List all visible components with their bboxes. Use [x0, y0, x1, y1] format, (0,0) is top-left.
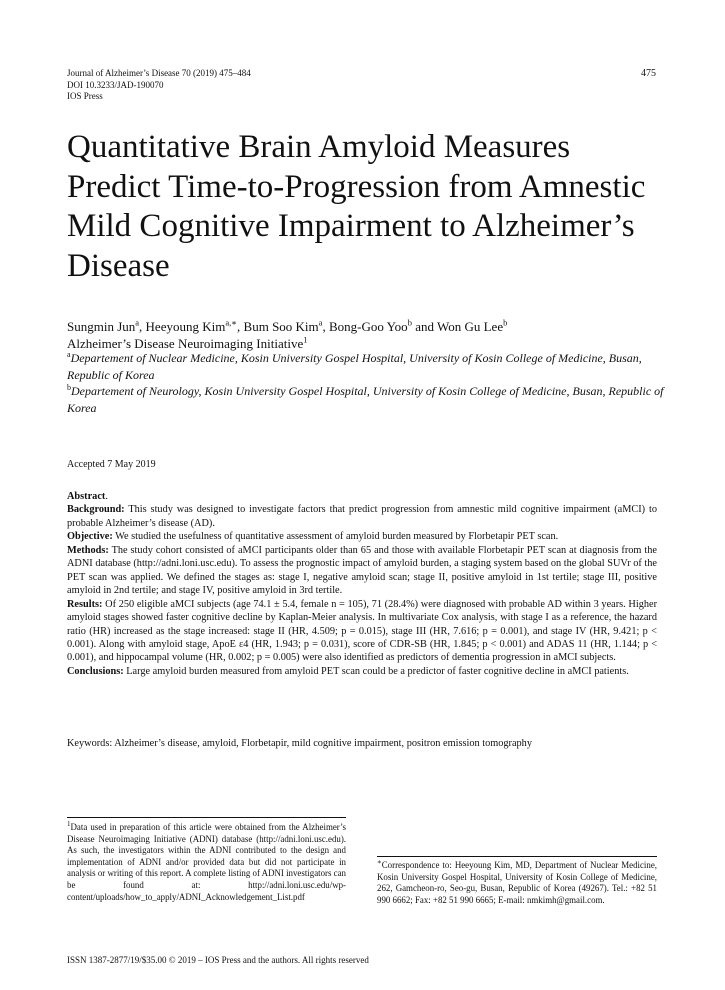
abstract-background — [67, 503, 657, 530]
section-text: We studied the usefulness of quantitative assessment of amyloid burden measured by Florbetapir PET scan. — [115, 531, 559, 543]
author-name: Sungmin Jun — [67, 319, 136, 334]
affiliation-mark: b — [67, 383, 71, 392]
page-number: 475 — [641, 68, 656, 79]
section-label: Objective: — [67, 531, 113, 543]
affiliation-a — [67, 350, 667, 383]
footnote-divider — [377, 856, 657, 857]
journal-header — [67, 68, 251, 103]
issn-copyright: ISSN 1387-2877/19/$35.00 © 2019 – IOS Press and the authors. All rights reserved — [67, 955, 369, 965]
abstract-methods — [67, 544, 657, 598]
affiliation-mark: a — [67, 350, 71, 359]
author-affiliation-mark: b — [407, 317, 412, 328]
keywords: Keywords: Alzheimer’s disease, amyloid, Florbetapir, mild cognitive impairment, positron emission tomography — [67, 738, 532, 749]
accepted-date: Accepted 7 May 2019 — [67, 459, 156, 470]
section-text: The study cohort consisted of aMCI participants older than 65 and those with available Florbetapir PET scan at diagnosis from the ADNI database (http://adni.loni.usc.edu). To assess the prognostic impact of amyloid burden, a staging system based on the global SUVr of the PET scan was applied. We defined the stages as: stage I, negative amyloid scan; stage II, positive amyloid in 1st tertile; stage III, positive amyloid in 2nd tertile; and stage IV, positive amyloid in 3rd tertile. — [67, 544, 657, 597]
author-conjunction: and — [415, 319, 434, 334]
section-label: Results: — [67, 598, 103, 610]
section-text: Large amyloid burden measured from amyloid PET scan could be a predictor of faster cognitive decline in aMCI patients. — [126, 665, 629, 677]
section-label: Conclusions: — [67, 665, 124, 677]
journal-citation: Journal of Alzheimer’s Disease 70 (2019) 475–484 — [67, 68, 251, 78]
author-list: Sungmin Jun$^a$, Heeyoung Kim$^{a,∗}$, Bum Soo Kim$^a$, Bong-Goo Yoo$^b$ and Won Gu Lee$^b$ Alzheimer’s Disease Neuroimaging Initiative$^1$ — [67, 317, 508, 351]
author-affiliation-mark: a — [135, 317, 140, 328]
author-name: Bong-Goo Yoo — [328, 319, 408, 334]
affiliation-text: Departement of Nuclear Medicine, Kosin University Gospel Hospital, University of Kosin College of Medicine, Busan, Republic of Korea — [67, 351, 642, 382]
footnote-text: Data used in preparation of this article were obtained from the Alzheimer’s Disease Neuroimaging Initiative (ADNI) database (http://adni.loni.usc.edu). As such, the investigators within the ADNI contributed to the design and implementation of ADNI and/or provided data but did not participate in analysis or writing of this report. A complete listing of ADNI investigators can be found at: http://adni.loni.usc.edu/wp-content/uploads/how_to_apply/ADNI_Acknowledgement_List.pdf — [67, 822, 346, 902]
abstract: Abstract. Background: This study was designed to investigate factors that predict progression from amnestic mild cognitive impairment (aMCI) to probable Alzheimer’s disease (AD). Objective: We studied the usefulness of quantitative assessment of amyloid burden measured by Florbetapir PET scan. Methods: The study cohort consisted of aMCI participants older than 65 and those with available Florbetapir PET scan at diagnosis from the ADNI database (http://adni.loni.usc.edu). To assess the prognostic impact of amyloid burden, a staging system based on the global SUVr of the PET scan was applied. We defined the stages as: stage I, negative amyloid scan; stage II, positive amyloid in 1st tertile; stage III, positive amyloid in 2nd tertile; and stage IV, positive amyloid in 3rd tertile. Results: Of 250 eligible aMCI subjects (age 74.1 ± 5.4, female n = 105), 71 (28.4%) were diagnosed with probable AD within 3 years. Higher amyloid stages showed faster cognitive decline by Kaplan-Meier analysis. In multivariate Cox analysis, with stage I as a reference, the hazard ratio (HR) increased as the stage increased: stage II (HR, 4.509; p = 0.015), stage III (HR, 7.616; p = 0.001), and stage IV (HR, 9.421; p < 0.001). Along with amyloid stage, ApoE ε4 (HR, 1.943; p = 0.031), score of CDR-SB (HR, 1.845; p < 0.001) and ADAS 11 (HR, 1.144; p < 0.001), and hippocampal volume (HR, 0.002; p = 0.005) were also identified as predictors of dementia progression in aMCI subjects. Conclusions: Large amyloid burden measured from amyloid PET scan could be a predictor of faster cognitive decline in aMCI patients. — [67, 491, 658, 677]
author-name: Won Gu Lee — [436, 319, 504, 334]
affiliation-text: Departement of Neurology, Kosin University Gospel Hospital, University of Kosin College of Medicine, Busan, Republic of Korea — [67, 384, 664, 415]
abstract-conclusions — [67, 665, 657, 678]
doi[interactable]: DOI 10.3233/JAD-190070 — [67, 79, 164, 90]
correspondence-footnote — [377, 860, 657, 906]
data-footnote — [67, 822, 346, 903]
footnote-divider — [67, 817, 346, 818]
section-text: Of 250 eligible aMCI subjects (age 74.1 ± 5.4, female n = 105), 71 (28.4%) were diagnosed with probable AD within 3 years. Higher amyloid stages showed faster cognitive decline by Kaplan-Meier analysis. In multivariate Cox analysis, with stage I as a reference, the hazard ratio (HR) increased as the stage increased: stage II (HR, 4.509; p = 0.015), stage III (HR, 7.616; p = 0.001), and stage IV (HR, 9.421; p < 0.001). Along with amyloid stage, ApoE ε4 (HR, 1.943; p = 0.031), score of CDR-SB (HR, 1.845; p < 0.001) and ADAS 11 (HR, 1.144; p < 0.001), and hippocampal volume (HR, 0.002; p = 0.005) were also identified as predictors of dementia progression in aMCI subjects. — [67, 598, 657, 664]
abstract-results — [67, 598, 657, 665]
author-name: Bum Soo Kim — [243, 319, 319, 334]
footnote-mark: ∗ — [377, 858, 382, 867]
author-name: Heeyoung Kim — [145, 319, 226, 334]
section-label: Background: — [67, 504, 125, 516]
abstract-heading: Abstract — [67, 491, 106, 502]
author-affiliation-mark: a — [318, 317, 323, 328]
publisher: IOS Press — [67, 91, 103, 101]
author-affiliation-mark: b — [503, 317, 508, 328]
footnote-text: Correspondence to: Heeyoung Kim, MD, Department of Nuclear Medicine, Kosin University Gospel Hospital, University of Kosin College of Medicine, 262, Gamcheon-ro, Seo-gu, Busan, Republic of Korea (49267). Tel.: +82 51 990 6662; Fax: +82 51 990 6665; E-mail: nmkimh@gmail.com. — [377, 860, 657, 905]
author-group: Alzheimer’s Disease Neuroimaging Initiative — [67, 336, 304, 351]
section-text: This study was designed to investigate factors that predict progression from amnestic mild cognitive impairment (aMCI) to probable Alzheimer’s disease (AD). — [67, 504, 658, 529]
affiliation-b — [67, 383, 667, 416]
section-label: Methods: — [67, 544, 109, 556]
affiliations — [67, 350, 667, 416]
footnote-mark: 1 — [67, 820, 71, 829]
author-footnote-mark: 1 — [303, 334, 308, 345]
author-affiliation-mark: a,∗ — [225, 317, 238, 328]
article-title: Quantitative Brain Amyloid Measures Predict Time-to-Progression from Amnestic Mild Cognitive Impairment to Alzheimer’s Disease — [67, 129, 646, 284]
abstract-objective — [67, 530, 657, 543]
